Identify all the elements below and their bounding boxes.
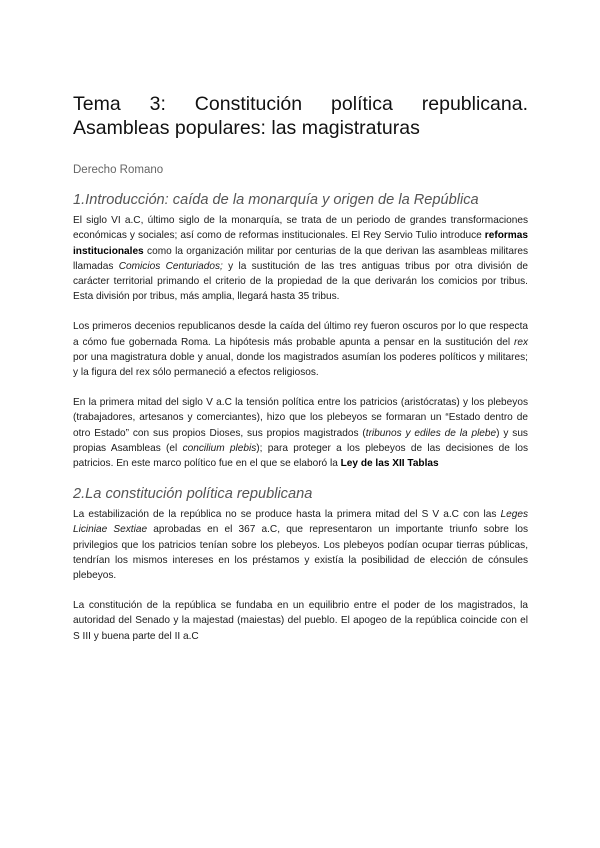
- paragraph-text: por una magistratura doble y anual, donde los magistrados asumían los poderes políticos y militares; y la figura del rex sólo permaneció a efectos religiosos.: [73, 351, 528, 379]
- paragraph-estabilizacion: [73, 507, 528, 583]
- paragraph-equilibrio: [73, 598, 528, 644]
- italic-term: rex: [513, 336, 528, 348]
- paragraph-text: La constitución de la república se fundaba en un equilibrio entre el poder de los magistrados, la autoridad del Senado y la majestad (maiestas) del pueblo. El apogeo de la república coincide con el S III y buena parte del II a.C: [73, 599, 528, 642]
- paragraph-text: ) y sus propias Asambleas (el: [73, 427, 528, 454]
- italic-term: Leges Liciniae Sextiae: [73, 508, 528, 536]
- paragraph-text: Los primeros decenios republicanos desde la caída del último rey fueron oscuros por lo que respecta a cómo fue gobernada Roma. La hipótesis más probable apunta a pensar en la sustitución del: [73, 321, 528, 348]
- paragraph-text: aprobadas en el 367 a.C, que representaron un importante triunfo sobre los privilegios que los patricios tenían sobre los plebeyos. Los plebeyos podían ocupar tierras públicas, tendrían los mismos intereses en los préstamos y existía la posibilidad de elección de cónsules plebeyos.: [73, 524, 528, 582]
- document-title: Tema 3: Constitución política republicana. Asambleas populares: las magistraturas: [73, 93, 528, 139]
- paragraph-text: En la primera mitad del siglo V a.C la tensión política entre los patricios (aristócratas) y los plebeyos (trabajadores, artesanos y comerciantes), hizo que los plebeyos se formaran un “Estado dentro de otro Estado” con sus propios Dioses, sus propios magistrados (: [73, 396, 528, 439]
- paragraph-text: como la organización militar por centurias de la que derivan las asambleas militares llamadas: [73, 245, 528, 272]
- section-heading-constitucion: 2.La constitución política republicana: [73, 485, 313, 502]
- bold-term: reformas institucionales: [73, 230, 528, 257]
- paragraph-primeros-decenios: [73, 319, 528, 380]
- paragraph-text: La estabilización de la república no se produce hasta la primera mitad del S V a.C con las: [73, 508, 501, 520]
- section-heading-introduccion: 1.Introducción: caída de la monarquía y origen de la República: [73, 192, 479, 208]
- bold-term: Ley de las XII Tablas: [340, 458, 439, 470]
- document-subtitle: Derecho Romano: [73, 164, 164, 176]
- paragraph-text: ); para proteger a los plebeyos de las decisiones de los patricios. En este marco político fue en el que se elaboró la: [73, 442, 528, 470]
- italic-term: tribunos y ediles de la plebe: [365, 427, 497, 439]
- paragraph-text: El siglo VI a.C, último siglo de la monarquía, se trata de un periodo de grandes transformaciones económicas y sociales; así como de reformas institucionales. El Rey Servio Tulio introduce: [73, 215, 528, 242]
- paragraph-servio-tulio: [73, 213, 528, 305]
- paragraph-patricios-plebeyos: [73, 395, 528, 471]
- paragraph-text: y la sustitución de las tres antiguas tribus por otra división de carácter territorial primando el criterio de la propiedad de la que derivarán los comicios por tribus. Esta división por tribus, más amplia, llegará hasta 35 tribus.: [73, 260, 528, 303]
- italic-term: concilium plebis: [182, 442, 257, 454]
- italic-term: Comicios Centuriados;: [118, 260, 223, 272]
